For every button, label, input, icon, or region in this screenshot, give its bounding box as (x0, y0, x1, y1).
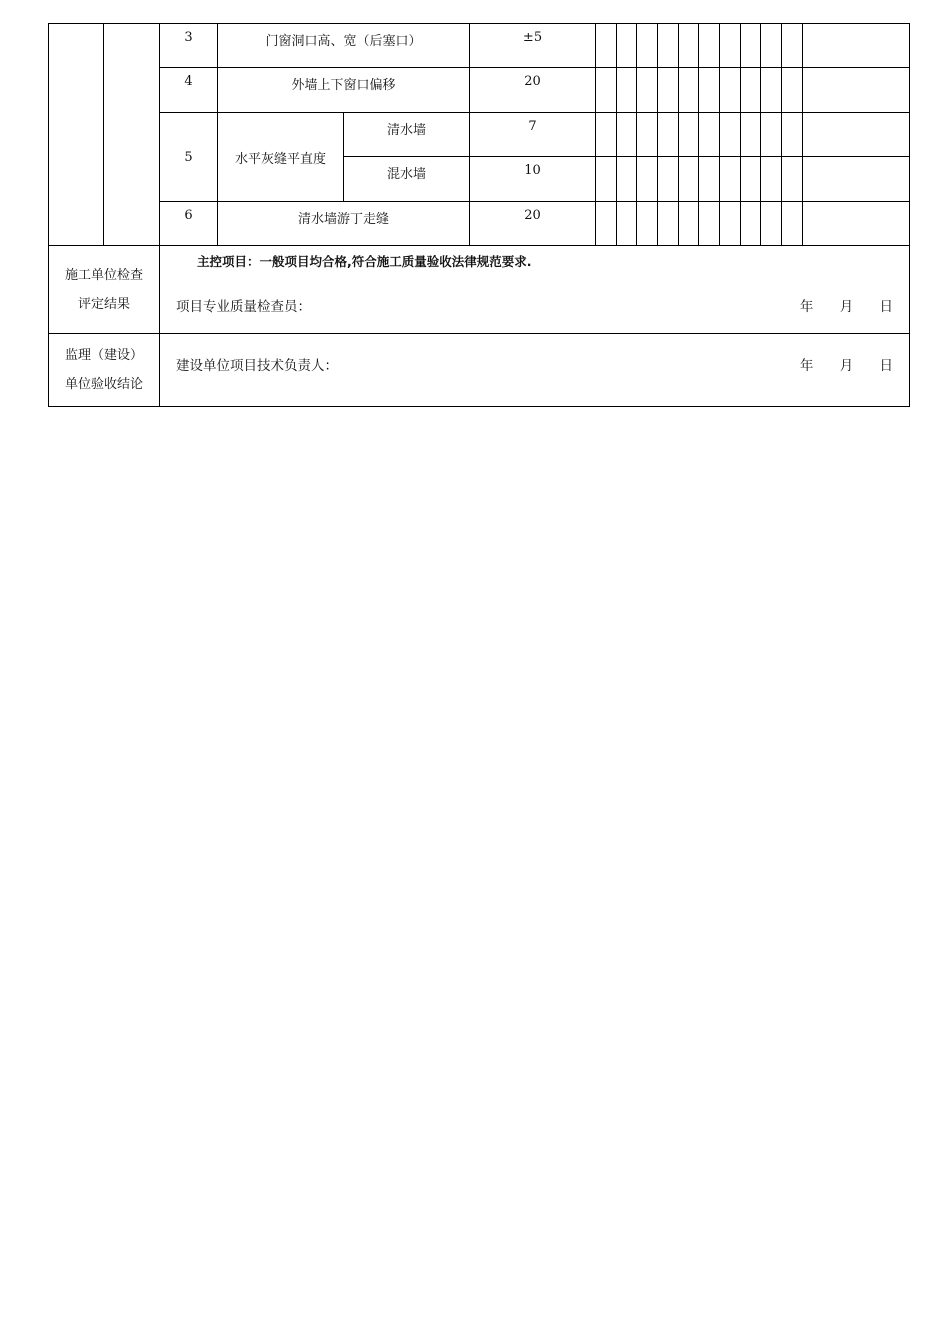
table-row (49, 113, 910, 157)
remark-cell[interactable] (803, 68, 910, 113)
sub-item-name: 混水墙 (344, 157, 470, 202)
year-label: 年 (799, 358, 814, 374)
item-name: 外墙上下窗口偏移 (218, 68, 470, 113)
allowed-deviation: 20 (470, 202, 596, 246)
measure-cell[interactable] (637, 113, 658, 157)
measure-cell[interactable] (761, 24, 782, 68)
allowed-deviation: 20 (470, 68, 596, 113)
measure-cell[interactable] (658, 68, 679, 113)
item-number: 5 (160, 113, 218, 202)
item-number: 3 (160, 24, 218, 68)
remark-cell[interactable] (803, 24, 910, 68)
month-label: 月 (839, 299, 854, 315)
construction-result-cell[interactable] (160, 246, 910, 334)
measure-cell[interactable] (699, 24, 720, 68)
measure-cell[interactable] (741, 202, 761, 246)
inspection-record-table (48, 23, 910, 407)
measure-cell[interactable] (699, 68, 720, 113)
measure-cell[interactable] (699, 113, 720, 157)
allowed-deviation: 7 (470, 113, 596, 157)
item-name: 清水墙游丁走缝 (218, 202, 470, 246)
measure-cell[interactable] (637, 68, 658, 113)
label-line: 监理（建设） (64, 348, 143, 363)
measure-cell[interactable] (720, 157, 741, 202)
measure-cell[interactable] (679, 68, 699, 113)
remark-cell[interactable] (803, 202, 910, 246)
measure-cell[interactable] (782, 202, 803, 246)
measure-cell[interactable] (617, 24, 637, 68)
label-line: 单位验收结论 (64, 377, 143, 392)
sub-item-name: 清水墙 (344, 113, 470, 157)
day-label: 日 (879, 299, 894, 315)
measure-cell[interactable] (596, 202, 617, 246)
allowed-deviation: 10 (470, 157, 596, 202)
label-line: 施工单位检查 (64, 267, 143, 283)
remark-cell[interactable] (803, 113, 910, 157)
measure-cell[interactable] (637, 157, 658, 202)
construction-result-label (49, 246, 160, 334)
construction-result-row (49, 246, 910, 334)
supervision-result-label (49, 334, 160, 407)
item-name: 门窗洞口高、宽（后塞口） (218, 24, 470, 68)
quality-inspector-label: 项目专业质量检查员： (176, 299, 311, 315)
measure-cell[interactable] (596, 24, 617, 68)
item-name: 水平灰缝平直度 (218, 113, 344, 202)
measure-cell[interactable] (679, 157, 699, 202)
measure-cell[interactable] (720, 24, 741, 68)
measure-cell[interactable] (699, 202, 720, 246)
measure-cell[interactable] (596, 113, 617, 157)
table-row (49, 24, 910, 68)
measure-cell[interactable] (761, 157, 782, 202)
measure-cell[interactable] (679, 113, 699, 157)
measure-cell[interactable] (617, 202, 637, 246)
measure-cell[interactable] (782, 157, 803, 202)
measure-cell[interactable] (741, 113, 761, 157)
measure-cell[interactable] (782, 113, 803, 157)
item-number: 4 (160, 68, 218, 113)
label-line: 评定结果 (77, 296, 130, 312)
measure-cell[interactable] (761, 68, 782, 113)
measure-cell[interactable] (658, 24, 679, 68)
date-fields (778, 354, 893, 374)
measure-cell[interactable] (741, 68, 761, 113)
date-fields (778, 295, 893, 315)
measure-cell[interactable] (617, 157, 637, 202)
supervision-result-cell[interactable] (160, 334, 910, 407)
measure-cell[interactable] (679, 24, 699, 68)
measure-cell[interactable] (637, 202, 658, 246)
measure-cell[interactable] (658, 157, 679, 202)
supervision-result-row (49, 334, 910, 407)
measure-cell[interactable] (761, 113, 782, 157)
measure-cell[interactable] (741, 157, 761, 202)
month-label: 月 (839, 358, 854, 374)
measure-cell[interactable] (720, 113, 741, 157)
measure-cell[interactable] (617, 113, 637, 157)
item-number: 6 (160, 202, 218, 246)
main-conclusion: 主控项目：一般项目均合格,符合施工质量验收法律规范要求. (197, 254, 532, 269)
measure-cell[interactable] (658, 113, 679, 157)
blank-cell (104, 24, 160, 246)
measure-cell[interactable] (658, 202, 679, 246)
measure-cell[interactable] (720, 202, 741, 246)
measure-cell[interactable] (720, 68, 741, 113)
allowed-deviation: ±5 (470, 24, 596, 68)
table-row (49, 68, 910, 113)
measure-cell[interactable] (596, 157, 617, 202)
blank-cell (49, 24, 104, 246)
year-label: 年 (799, 299, 814, 315)
measure-cell[interactable] (761, 202, 782, 246)
day-label: 日 (879, 358, 894, 374)
measure-cell[interactable] (596, 68, 617, 113)
measure-cell[interactable] (782, 68, 803, 113)
technical-lead-label: 建设单位项目技术负责人： (176, 358, 338, 374)
measure-cell[interactable] (699, 157, 720, 202)
measure-cell[interactable] (637, 24, 658, 68)
measure-cell[interactable] (741, 24, 761, 68)
measure-cell[interactable] (679, 202, 699, 246)
table-row (49, 202, 910, 246)
measure-cell[interactable] (617, 68, 637, 113)
measure-cell[interactable] (782, 24, 803, 68)
remark-cell[interactable] (803, 157, 910, 202)
